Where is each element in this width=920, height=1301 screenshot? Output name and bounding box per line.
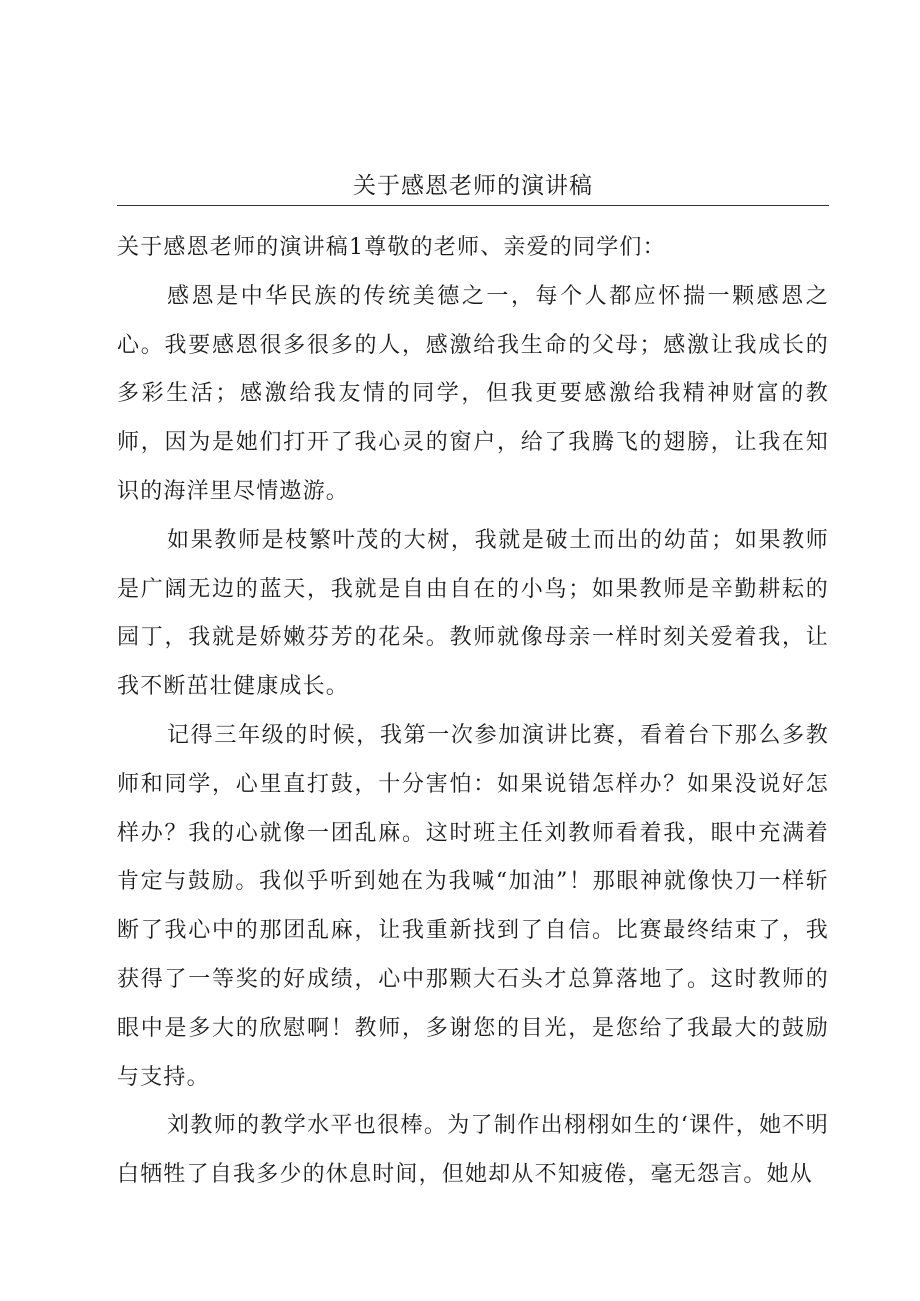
paragraph-4: 刘教师的教学水平也很棒。为了制作出栩栩如生的‘课件，她不明白牺牲了自我多少的休息时间，但她却从不知疲倦，毫无怨言。她从 (117, 1113, 829, 1188)
paragraph-3: 记得三年级的时候，我第一次参加演讲比赛，看着台下那么多教师和同学，心里直打鼓，十分害怕：如果说错怎样办？如果没说好怎样办？我的心就像一团乱麻。这时班主任刘教师看着我，眼中充满着肯定与鼓励。我似乎听到她在为我喊“加油”！那眼神就像快刀一样斩断了我心中的那团乱麻，让我重新找到了自信。比赛最终结束了，我获得了一等奖的好成绩，心中那颗大石头才总算落地了。这时教师的眼中是多大的欣慰啊！教师，多谢您的目光，是您给了我最大的鼓励与支持。 (117, 722, 829, 1090)
title-divider (117, 205, 829, 206)
paragraph-2: 如果教师是枝繁叶茂的大树，我就是破土而出的幼苗；如果教师是广阔无边的蓝天，我就是自由自在的小鸟；如果教师是辛勤耕耘的园丁，我就是娇嫩芬芳的花朵。教师就像母亲一样时刻关爱着我，让我不断茁壮健康成长。 (117, 527, 829, 700)
paragraph-salutation: 关于感恩老师的演讲稿1尊敬的老师、亲爱的同学们： (117, 235, 666, 260)
paragraph-1: 感恩是中华民族的传统美德之一，每个人都应怀揣一颗感恩之心。我要感恩很多很多的人，感激给我生命的父母；感激让我成长的多彩生活；感激给我友情的同学，但我更要感激给我精神财富的教师，因为是她们打开了我心灵的窗户，给了我腾飞的翅膀，让我在知识的海洋里尽情遨游。 (117, 283, 829, 504)
document-body (117, 224, 829, 1200)
document-title: 关于感恩老师的演讲稿 (353, 173, 593, 199)
